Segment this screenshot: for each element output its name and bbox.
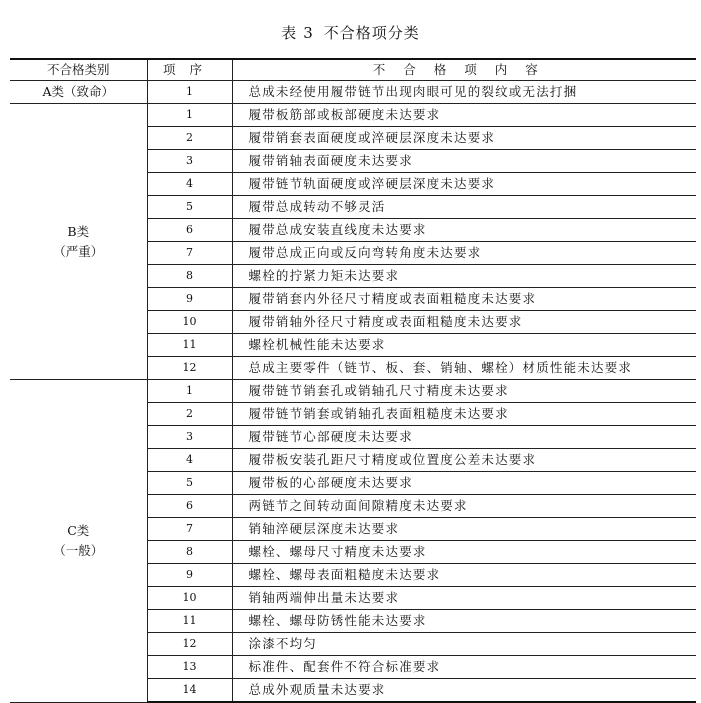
item-description: 销轴淬硬层深度未达要求 <box>232 518 696 541</box>
item-index: 5 <box>147 472 232 495</box>
caption-number: 3 <box>303 24 314 42</box>
item-description: 履带链节心部硬度未达要求 <box>232 426 696 449</box>
item-index: 4 <box>147 173 232 196</box>
item-description: 履带销套表面硬度或淬硬层深度未达要求 <box>232 127 696 150</box>
header-content: 不合格项内容 <box>232 59 696 81</box>
caption-text: 不合格项分类 <box>323 24 420 42</box>
item-index: 8 <box>147 265 232 288</box>
item-description: 两链节之间转动面间隙精度未达要求 <box>232 495 696 518</box>
item-description: 履带板的心部硬度未达要求 <box>232 472 696 495</box>
item-index: 10 <box>147 587 232 610</box>
category-cell <box>10 104 147 380</box>
item-description: 螺栓、螺母尺寸精度未达要求 <box>232 541 696 564</box>
item-description: 履带链节销套或销轴孔表面粗糙度未达要求 <box>232 403 696 426</box>
item-index: 12 <box>147 633 232 656</box>
category-severity: （严重） <box>53 243 104 259</box>
item-index: 7 <box>147 518 232 541</box>
header-category: 不合格类别 <box>10 59 147 81</box>
item-index: 1 <box>147 104 232 127</box>
item-index: 7 <box>147 242 232 265</box>
item-description: 履带链节轨面硬度或淬硬层深度未达要求 <box>232 173 696 196</box>
item-index: 2 <box>147 127 232 150</box>
table-caption <box>0 22 701 43</box>
item-description: 螺栓机械性能未达要求 <box>232 334 696 357</box>
caption-label: 表 <box>281 24 298 42</box>
table-body <box>10 81 696 703</box>
header-index: 项序 <box>147 59 232 81</box>
item-index: 12 <box>147 357 232 380</box>
item-description: 履带销轴外径尺寸精度或表面粗糙度未达要求 <box>232 311 696 334</box>
item-description: 履带板安装孔距尺寸精度或位置度公差未达要求 <box>232 449 696 472</box>
item-index: 9 <box>147 288 232 311</box>
table-row <box>10 104 696 127</box>
table-row <box>10 81 696 104</box>
item-description: 履带板筋部或板部硬度未达要求 <box>232 104 696 127</box>
item-index: 11 <box>147 610 232 633</box>
item-index: 10 <box>147 311 232 334</box>
item-description: 总成外观质量未达要求 <box>232 679 696 703</box>
table-header-row <box>10 59 696 81</box>
category-label: A类（致命） <box>42 84 115 99</box>
item-index: 5 <box>147 196 232 219</box>
category-cell <box>10 380 147 703</box>
item-description: 履带销套内外径尺寸精度或表面粗糙度未达要求 <box>232 288 696 311</box>
item-description: 螺栓、螺母表面粗糙度未达要求 <box>232 564 696 587</box>
item-index: 9 <box>147 564 232 587</box>
item-index: 14 <box>147 679 232 703</box>
category-label: C类 <box>67 522 90 538</box>
category-cell <box>10 81 147 104</box>
item-index: 6 <box>147 495 232 518</box>
item-index: 3 <box>147 426 232 449</box>
item-description: 销轴两端伸出量未达要求 <box>232 587 696 610</box>
item-index: 2 <box>147 403 232 426</box>
item-description: 螺栓、螺母防锈性能未达要求 <box>232 610 696 633</box>
category-severity: （一般） <box>53 542 104 558</box>
item-index: 6 <box>147 219 232 242</box>
item-index: 3 <box>147 150 232 173</box>
item-index: 13 <box>147 656 232 679</box>
item-description: 履带总成正向或反向弯转角度未达要求 <box>232 242 696 265</box>
item-description: 总成主要零件（链节、板、套、销轴、螺栓）材质性能未达要求 <box>232 357 696 380</box>
item-description: 履带销轴表面硬度未达要求 <box>232 150 696 173</box>
item-description: 标准件、配套件不符合标准要求 <box>232 656 696 679</box>
item-description: 履带链节销套孔或销轴孔尺寸精度未达要求 <box>232 380 696 403</box>
item-description: 履带总成安装直线度未达要求 <box>232 219 696 242</box>
item-index: 4 <box>147 449 232 472</box>
nonconformity-table <box>10 58 696 703</box>
item-index: 8 <box>147 541 232 564</box>
item-index: 1 <box>147 81 232 104</box>
item-description: 总成未经使用履带链节出现肉眼可见的裂纹或无法打捆 <box>232 81 696 104</box>
item-index: 11 <box>147 334 232 357</box>
item-index: 1 <box>147 380 232 403</box>
category-label: B类 <box>67 223 90 239</box>
item-description: 螺栓的拧紧力矩未达要求 <box>232 265 696 288</box>
item-description: 履带总成转动不够灵活 <box>232 196 696 219</box>
item-description: 涂漆不均匀 <box>232 633 696 656</box>
table-row <box>10 380 696 403</box>
